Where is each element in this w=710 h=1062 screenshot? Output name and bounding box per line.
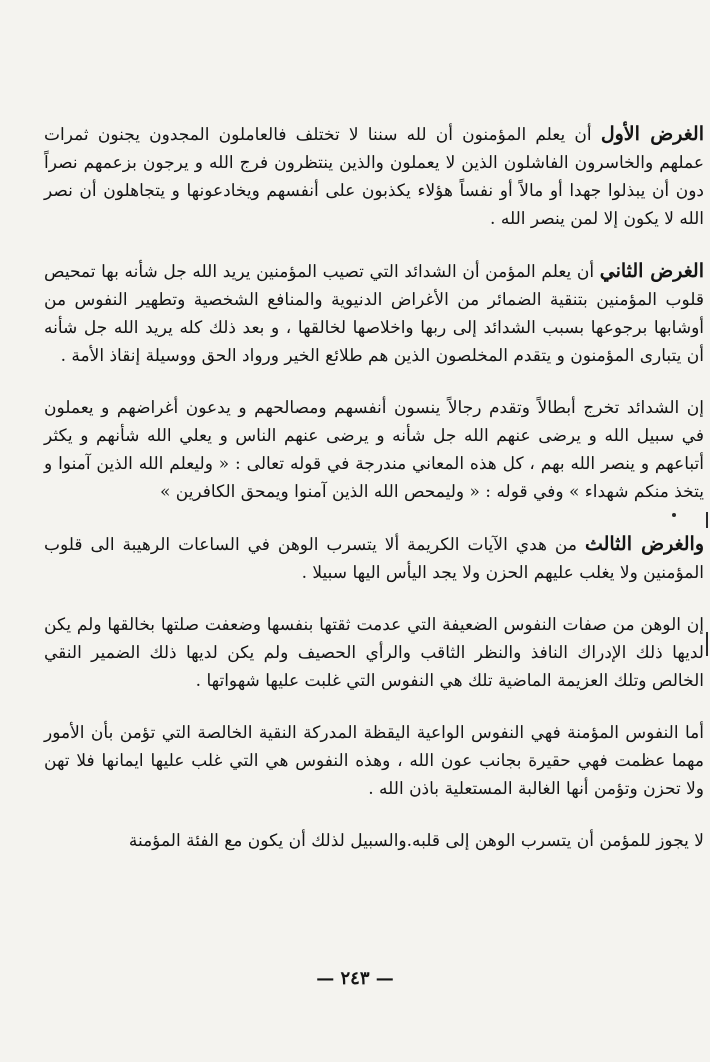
paragraph-third-purpose [44,530,704,587]
paragraph-closing [44,827,704,855]
paragraph-text: من هدي الآيات الكريمة ألا يتسرب الوهن في الساعات الرهيبة الى قلوب المؤمنين ولا يغلب عليهم الحزن ولا يجد اليأس اليها سبيلا . [44,535,704,583]
paragraph-heading: الغرض الثاني [599,260,704,282]
page-body [44,120,704,879]
paragraph-heading: والغرض الثالث [584,533,705,555]
paragraph-second-purpose [44,257,704,370]
paragraph-hardships [44,394,704,506]
paragraph-text: إن الشدائد تخرج أبطالاً وتقدم رجالاً ينسون أنفسهم ومصالحهم و يدعون أغراضهم و يعملون في سبيل الله و يرضى عنهم الله جل شأنه و يرضى عنهم الناس و يعلي الله شأنهم و يكثر أتباعهم و ينصر الله بهم ، كل هذه المعاني مندرجة في قوله تعالى : « وليعلم الله الذين آمنوا و يتخذ منكم شهداء » وفي قوله : « وليمحص الله الذين آمنوا ويمحق الكافرين » [44,398,704,502]
paragraph-heading: الغرض الأول [600,123,704,145]
margin-mark [706,512,708,528]
paragraph-believing-souls [44,719,704,803]
paragraph-text: أما النفوس المؤمنة فهي النفوس الواعية اليقظة المدركة النقية الخالصة التي تؤمن بأن الأمور مهما عظمت فهي حقيرة بجانب عون الله ، وهذه النفوس هي التي غلب عليها ايمانها فلا تهن ولا تحزن وتؤمن أنها الغالبة المستعلية باذن الله . [44,723,704,799]
paragraph-text: أن يعلم المؤمنون أن لله سننا لا تختلف فالعاملون المجدون يجنون ثمرات عملهم والخاسرون الفاشلون الذين لا يعملون والذين ينتظرون فرج الله و يرجون بزعمهم نصراً دون أن يبذلوا جهدا أو مالاً أو نفساً هؤلاء يكذبون على أنفسهم ويخادعونها و يتجاهلون أن نصر الله لا يكون إلا لمن ينصر الله . [44,125,704,229]
ink-dot [672,513,676,517]
paragraph-text: أن يعلم المؤمن أن الشدائد التي تصيب المؤمنين يريد الله جل شأنه بها تمحيص قلوب المؤمنين بتنقية الضمائر من الأغراض الدنيوية والمنافع الشخصية وتطهير النفوس من أوشابها برجوعها بسبب الشدائد إلى ربها واخلاصها لخالقها ، و بعد ذلك كله يريد الله جل شأنه أن يتبارى المؤمنون و يتقدم المخلصون الذين هم طلائع الخير ورواد الحق ووسيلة إنقاذ الأمة . [44,262,704,366]
page-number: — ٢٤٣ — [316,968,394,989]
paragraph-first-purpose [44,120,704,233]
margin-mark [706,632,708,656]
paragraph-text: لا يجوز للمؤمن أن يتسرب الوهن إلى قلبه.والسبيل لذلك أن يكون مع الفئة المؤمنة [128,831,704,851]
paragraph-text: إن الوهن من صفات النفوس الضعيفة التي عدمت ثقتها بنفسها وضعفت صلتها بخالقها ولم يكن لديها ذلك الإدراك النافذ والنظر الثاقب والرأي الحصيف ولم يكن لديها ذلك الضمير النقي الخالص وتلك العزيمة الماضية تلك هي النفوس التي غلبت عليها شهواتها . [44,615,704,691]
paragraph-weakness [44,611,704,695]
